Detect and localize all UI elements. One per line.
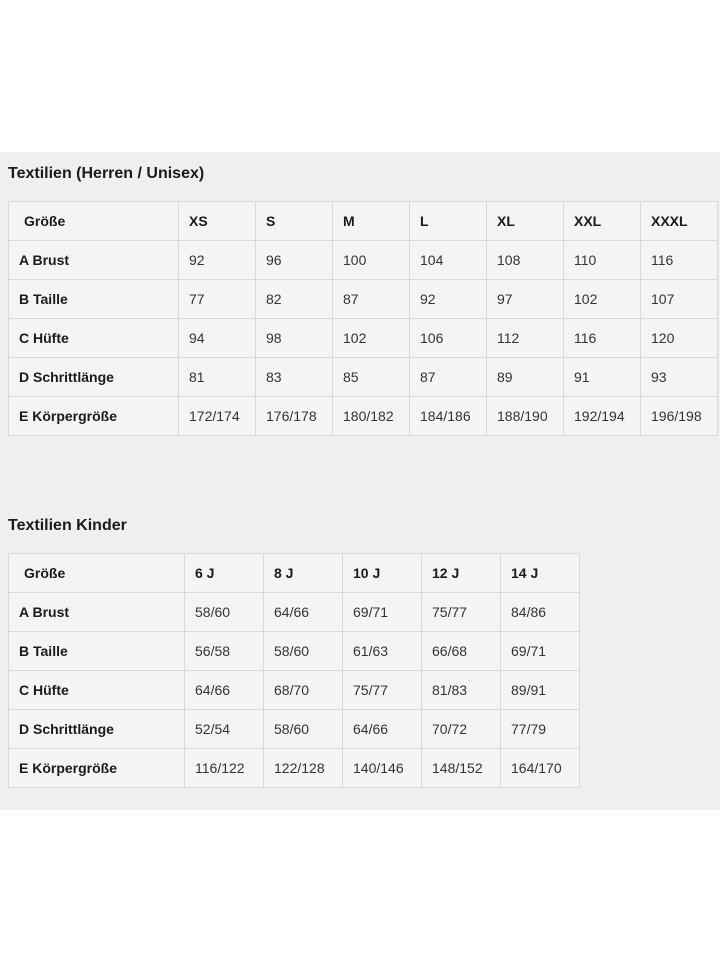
table-header-row bbox=[9, 554, 580, 593]
size-value: 89/91 bbox=[501, 671, 580, 710]
table-row bbox=[9, 749, 580, 788]
measurement-label: C Hüfte bbox=[9, 671, 185, 710]
size-column-header: 10 J bbox=[343, 554, 422, 593]
size-value: 92 bbox=[179, 241, 256, 280]
kinder-size-table bbox=[8, 553, 580, 788]
size-value: 84/86 bbox=[501, 593, 580, 632]
size-value: 97 bbox=[487, 280, 564, 319]
size-value: 52/54 bbox=[185, 710, 264, 749]
size-value: 122/128 bbox=[264, 749, 343, 788]
size-value: 140/146 bbox=[343, 749, 422, 788]
measure-column-header: Größe bbox=[9, 202, 179, 241]
size-value: 96 bbox=[256, 241, 333, 280]
size-value: 58/60 bbox=[185, 593, 264, 632]
measurement-label: A Brust bbox=[9, 241, 179, 280]
size-column-header: S bbox=[256, 202, 333, 241]
size-value: 108 bbox=[487, 241, 564, 280]
measurement-label: D Schrittlänge bbox=[9, 358, 179, 397]
size-value: 75/77 bbox=[422, 593, 501, 632]
size-value: 58/60 bbox=[264, 710, 343, 749]
size-value: 180/182 bbox=[333, 397, 410, 436]
size-value: 184/186 bbox=[410, 397, 487, 436]
size-value: 75/77 bbox=[343, 671, 422, 710]
size-value: 87 bbox=[333, 280, 410, 319]
table-row bbox=[9, 241, 718, 280]
table-row bbox=[9, 319, 718, 358]
measurement-label: B Taille bbox=[9, 280, 179, 319]
table-row bbox=[9, 397, 718, 436]
table-row bbox=[9, 593, 580, 632]
section-title-kinder: Textilien Kinder bbox=[8, 517, 127, 534]
size-column-header: M bbox=[333, 202, 410, 241]
size-value: 64/66 bbox=[185, 671, 264, 710]
size-value: 102 bbox=[333, 319, 410, 358]
size-value: 61/63 bbox=[343, 632, 422, 671]
size-guide-content-band bbox=[0, 152, 720, 810]
size-value: 93 bbox=[641, 358, 718, 397]
size-column-header: XXXL bbox=[641, 202, 718, 241]
size-value: 110 bbox=[564, 241, 641, 280]
size-value: 85 bbox=[333, 358, 410, 397]
table-row bbox=[9, 280, 718, 319]
measurement-label: E Körpergröße bbox=[9, 397, 179, 436]
size-column-header: 8 J bbox=[264, 554, 343, 593]
size-value: 102 bbox=[564, 280, 641, 319]
size-value: 172/174 bbox=[179, 397, 256, 436]
table-row bbox=[9, 710, 580, 749]
size-value: 196/198 bbox=[641, 397, 718, 436]
size-value: 87 bbox=[410, 358, 487, 397]
measurement-label: B Taille bbox=[9, 632, 185, 671]
section-title-herren-unisex: Textilien (Herren / Unisex) bbox=[8, 165, 205, 182]
size-value: 104 bbox=[410, 241, 487, 280]
size-value: 112 bbox=[487, 319, 564, 358]
size-value: 176/178 bbox=[256, 397, 333, 436]
size-value: 64/66 bbox=[264, 593, 343, 632]
size-value: 77/79 bbox=[501, 710, 580, 749]
herren-unisex-size-table bbox=[8, 201, 718, 436]
size-value: 81 bbox=[179, 358, 256, 397]
size-value: 192/194 bbox=[564, 397, 641, 436]
size-column-header: XXL bbox=[564, 202, 641, 241]
size-column-header: 12 J bbox=[422, 554, 501, 593]
size-value: 116/122 bbox=[185, 749, 264, 788]
size-column-header: L bbox=[410, 202, 487, 241]
size-column-header: XL bbox=[487, 202, 564, 241]
size-value: 98 bbox=[256, 319, 333, 358]
size-value: 106 bbox=[410, 319, 487, 358]
measurement-label: A Brust bbox=[9, 593, 185, 632]
size-value: 91 bbox=[564, 358, 641, 397]
size-value: 164/170 bbox=[501, 749, 580, 788]
size-value: 83 bbox=[256, 358, 333, 397]
size-column-header: XS bbox=[179, 202, 256, 241]
measure-column-header: Größe bbox=[9, 554, 185, 593]
size-value: 92 bbox=[410, 280, 487, 319]
table-row bbox=[9, 671, 580, 710]
size-value: 70/72 bbox=[422, 710, 501, 749]
measurement-label: E Körpergröße bbox=[9, 749, 185, 788]
size-column-header: 6 J bbox=[185, 554, 264, 593]
measurement-label: D Schrittlänge bbox=[9, 710, 185, 749]
size-value: 116 bbox=[564, 319, 641, 358]
size-value: 94 bbox=[179, 319, 256, 358]
size-value: 66/68 bbox=[422, 632, 501, 671]
size-value: 81/83 bbox=[422, 671, 501, 710]
measurement-label: C Hüfte bbox=[9, 319, 179, 358]
size-value: 56/58 bbox=[185, 632, 264, 671]
size-value: 107 bbox=[641, 280, 718, 319]
size-value: 64/66 bbox=[343, 710, 422, 749]
size-value: 148/152 bbox=[422, 749, 501, 788]
size-value: 82 bbox=[256, 280, 333, 319]
size-value: 89 bbox=[487, 358, 564, 397]
size-value: 77 bbox=[179, 280, 256, 319]
size-value: 69/71 bbox=[501, 632, 580, 671]
size-column-header: 14 J bbox=[501, 554, 580, 593]
size-value: 68/70 bbox=[264, 671, 343, 710]
size-value: 120 bbox=[641, 319, 718, 358]
size-value: 100 bbox=[333, 241, 410, 280]
table-row bbox=[9, 632, 580, 671]
size-value: 188/190 bbox=[487, 397, 564, 436]
size-value: 58/60 bbox=[264, 632, 343, 671]
table-row bbox=[9, 358, 718, 397]
table-header-row bbox=[9, 202, 718, 241]
size-value: 116 bbox=[641, 241, 718, 280]
size-value: 69/71 bbox=[343, 593, 422, 632]
